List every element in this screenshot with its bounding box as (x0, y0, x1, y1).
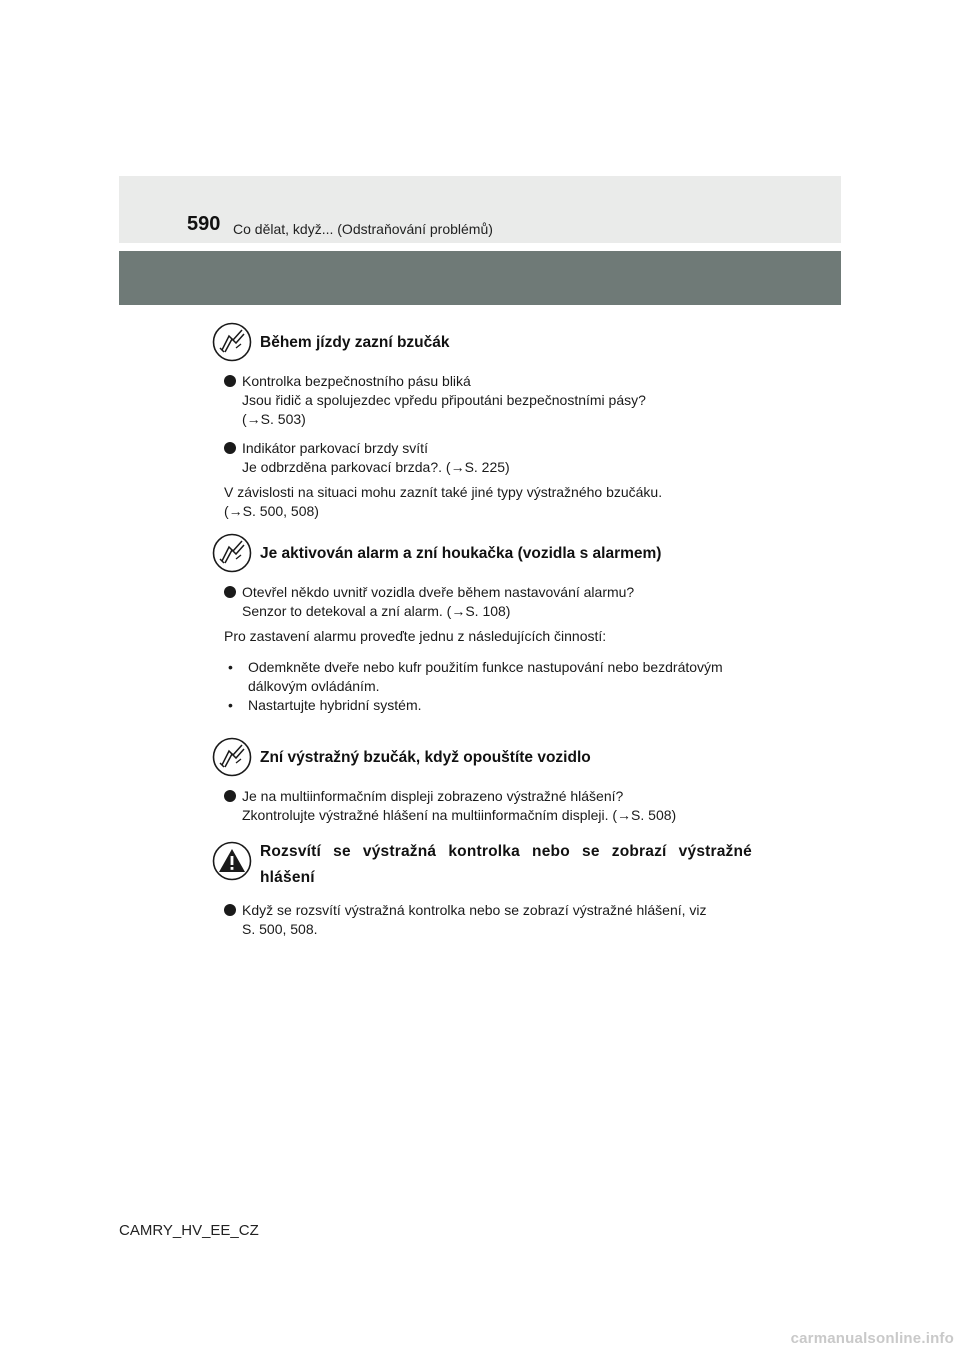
text-line: Zkontrolujte výstražné hlášení na multiinformačním displeji. (→S. 508) (242, 807, 677, 823)
section-title: Je aktivován alarm a zní houkačka (vozidla s alarmem) (260, 544, 662, 562)
warning-icon (212, 841, 252, 881)
bullet-icon (224, 790, 236, 802)
list-dot-icon: • (228, 659, 233, 675)
section-heading (212, 533, 752, 573)
bullet-icon (224, 586, 236, 598)
buzzer-icon (212, 533, 252, 573)
text-line: dálkovým ovládáním. (248, 678, 380, 694)
text-line: (→S. 503) (242, 411, 306, 427)
text-line: Je na multiinformačním displeji zobrazeno výstražné hlášení? (242, 788, 624, 804)
section-2 (212, 533, 752, 715)
watermark: carmanualsonline.info (790, 1330, 954, 1347)
bullet-item (212, 372, 752, 429)
section-title: Během jízdy zazní bzučák (260, 333, 450, 351)
text-line: Jsou řidič a spolujezdec vpředu připoutáni bezpečnostními pásy? (242, 392, 646, 408)
buzzer-icon (212, 737, 252, 777)
bullet-icon (224, 375, 236, 387)
note-text (224, 483, 752, 521)
text-line: S. 500, 508. (242, 921, 318, 937)
text-line: (→S. 500, 508) (224, 503, 319, 519)
text-line: Senzor to detekoval a zní alarm. (→S. 108) (242, 603, 511, 619)
list-dot-icon: • (228, 697, 233, 713)
bullet-item (212, 901, 752, 939)
section-heading (212, 322, 752, 362)
text-line: Nastartujte hybridní systém. (248, 697, 422, 713)
bullet-item (212, 439, 752, 477)
model-code: CAMRY_HV_EE_CZ (119, 1222, 259, 1239)
bullet-item (212, 583, 752, 621)
section-3 (212, 737, 752, 825)
list-item (224, 658, 752, 696)
page-content (212, 322, 752, 951)
page-number: 590 (187, 213, 221, 235)
section-title: Zní výstražný bzučák, když opouštíte vozidlo (260, 748, 591, 766)
bullet-icon (224, 904, 236, 916)
text-line: Pro zastavení alarmu proveďte jednu z následujících činností: (224, 628, 607, 644)
chapter-title: Co dělat, když... (Odstraňování problémů) (233, 221, 493, 237)
section-heading (212, 737, 752, 777)
text-line: V závislosti na situaci mohu zaznít také jiné typy výstražného bzučáku. (224, 484, 663, 500)
section-band (119, 251, 841, 305)
text-line: Otevřel někdo uvnitř vozidla dveře během nastavování alarmu? (242, 584, 635, 600)
text-line: Odemkněte dveře nebo kufr použitím funkce nastupování nebo bezdrátovým (248, 659, 723, 675)
section-heading (212, 841, 752, 891)
section-1 (212, 322, 752, 521)
text-line: Je odbrzděna parkovací brzda?. (→S. 225) (242, 459, 510, 475)
section-title: Rozsvítí se výstražná kontrolka nebo se zobrazí výstražné hlášení (260, 843, 752, 886)
list-item (224, 696, 752, 715)
text-line: Indikátor parkovací brzdy svítí (242, 440, 428, 456)
bullet-item (212, 787, 752, 825)
note-text (224, 627, 752, 646)
bullet-icon (224, 442, 236, 454)
text-line: Kontrolka bezpečnostního pásu bliká (242, 373, 471, 389)
text-line: Když se rozsvítí výstražná kontrolka nebo se zobrazí výstražné hlášení, viz (242, 902, 707, 918)
section-4 (212, 841, 752, 939)
buzzer-icon (212, 322, 252, 362)
